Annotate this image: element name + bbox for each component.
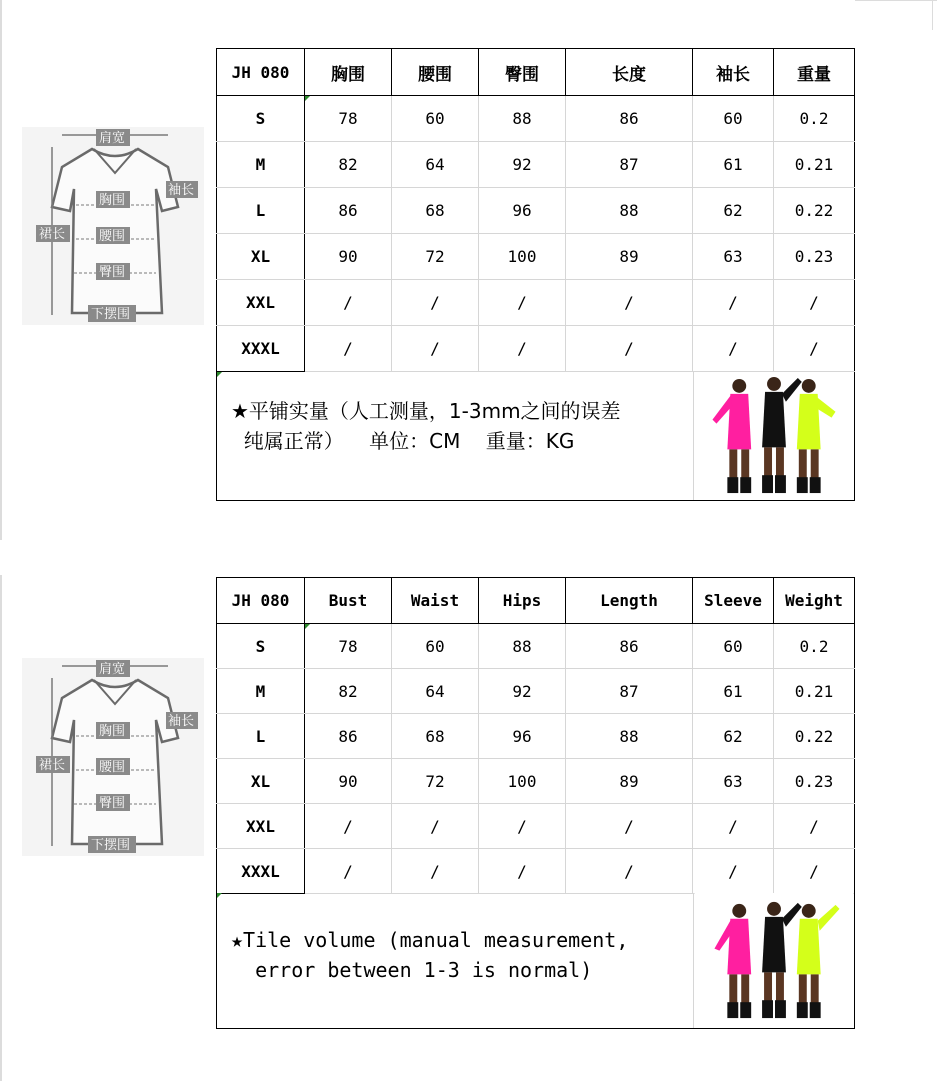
header-sleeve: Sleeve [693,578,774,624]
cell: / [693,326,774,372]
cell: 60 [392,624,479,669]
cell: 0.2 [774,96,855,142]
header-waist: Waist [392,578,479,624]
svg-text:胸围: 胸围 [99,193,126,208]
header-hips: 臀围 [479,49,566,96]
header-model: JH 080 [217,49,305,96]
cell: 82 [305,669,392,714]
size-label: XXL [217,280,305,326]
label-sleeve [166,181,198,198]
size-chart-chinese [0,0,937,540]
cell: 90 [305,759,392,804]
garment-diagram [22,658,204,856]
cell: 96 [479,714,566,759]
models-photo-icon [694,893,854,1028]
size-label: M [217,669,305,714]
cell: 86 [566,624,693,669]
size-label: XXXL [217,849,305,894]
cell: / [305,804,392,849]
svg-text:袖长: 袖长 [168,714,195,729]
label-hips [96,794,130,811]
cell: 100 [479,234,566,280]
svg-text:肩宽: 肩宽 [99,131,126,146]
cell: / [774,804,855,849]
cell: / [392,280,479,326]
svg-text:袖长: 袖长 [168,183,195,198]
dress-outline-icon [22,658,204,856]
svg-text:臀围: 臀围 [99,796,126,811]
header-bust: Bust [305,578,392,624]
cell: 64 [392,142,479,188]
cell: / [693,804,774,849]
table-row [217,188,855,234]
cell: / [392,804,479,849]
svg-text:下摆围: 下摆围 [91,307,131,322]
cell: / [479,280,566,326]
cell: 63 [693,759,774,804]
note-line-2: 纯属正常） 单位：CM 重量：KG [231,429,575,453]
cell: / [693,280,774,326]
size-chart-english [0,540,937,1081]
label-dress-length [36,225,70,242]
header-bust: 胸围 [305,49,392,96]
cell: / [392,849,479,894]
header-sleeve: 袖长 [693,49,774,96]
cell: 60 [693,624,774,669]
table-header [217,49,855,96]
header-waist: 腰围 [392,49,479,96]
table-row [217,234,855,280]
cell: 0.21 [774,669,855,714]
header-length: 长度 [566,49,693,96]
svg-text:胸围: 胸围 [99,724,126,739]
svg-text:下摆围: 下摆围 [91,838,131,853]
models-photo-icon [694,372,854,500]
measurement-note [216,372,855,501]
cell: / [479,326,566,372]
cell: 89 [566,234,693,280]
header-weight: Weight [774,578,855,624]
cell: / [479,849,566,894]
size-table [216,48,855,372]
cell: 78 [305,624,392,669]
label-hips [96,263,130,280]
cell: 0.22 [774,714,855,759]
cell: 60 [693,96,774,142]
label-shoulder [96,129,130,146]
table-row [217,326,855,372]
cell: 72 [392,234,479,280]
dress-outline-icon [22,127,204,325]
note-line-1: ★平铺实量（人工测量，1-3mm之间的误差 [231,399,621,423]
table-row [217,669,855,714]
label-bust [96,191,130,208]
cell: 88 [566,188,693,234]
cell: 89 [566,759,693,804]
size-label: S [217,96,305,142]
cell: / [774,849,855,894]
cell: 62 [693,188,774,234]
cell: / [305,326,392,372]
label-hem [88,836,136,853]
size-label: L [217,188,305,234]
cell: 87 [566,669,693,714]
cell: 88 [566,714,693,759]
size-label: XL [217,759,305,804]
cell: 86 [566,96,693,142]
table-header [217,578,855,624]
svg-text:腰围: 腰围 [99,229,126,244]
table-row [217,849,855,894]
cell: 78 [305,96,392,142]
note-line-1: ★Tile volume (manual measurement, [231,928,629,952]
cell: 92 [479,142,566,188]
label-waist [96,227,130,244]
cell: / [566,280,693,326]
label-bust [96,722,130,739]
cell: 64 [392,669,479,714]
cell: 68 [392,188,479,234]
size-label: XL [217,234,305,280]
cell: 0.23 [774,759,855,804]
cell: / [566,804,693,849]
cell: 100 [479,759,566,804]
size-label: M [217,142,305,188]
table-row [217,142,855,188]
size-label: S [217,624,305,669]
cell: 0.22 [774,188,855,234]
cell: / [305,280,392,326]
cell: 86 [305,188,392,234]
svg-text:裙长: 裙长 [39,227,66,242]
product-photo [693,893,854,1028]
table-row [217,804,855,849]
cell: 88 [479,96,566,142]
note-line-2: error between 1-3 is normal) [231,958,593,982]
cell: 72 [392,759,479,804]
cell: 0.2 [774,624,855,669]
table-row [217,624,855,669]
size-label: XXXL [217,326,305,372]
cell: 82 [305,142,392,188]
table-row [217,759,855,804]
cell: 90 [305,234,392,280]
svg-text:肩宽: 肩宽 [99,662,126,677]
cell: 0.21 [774,142,855,188]
table-row [217,714,855,759]
product-photo [693,372,854,500]
cell: 60 [392,96,479,142]
cell: 61 [693,142,774,188]
cell: 61 [693,669,774,714]
cell: 62 [693,714,774,759]
cell: 0.23 [774,234,855,280]
header-weight: 重量 [774,49,855,96]
cell: / [774,326,855,372]
cell: / [566,326,693,372]
label-sleeve [166,712,198,729]
cell: 68 [392,714,479,759]
header-model: JH 080 [217,578,305,624]
size-label: XXL [217,804,305,849]
cell: 87 [566,142,693,188]
cell: / [566,849,693,894]
size-table [216,577,855,894]
svg-text:腰围: 腰围 [99,760,126,775]
cell: / [479,804,566,849]
label-dress-length [36,756,70,773]
garment-diagram [22,127,204,325]
label-waist [96,758,130,775]
cell: / [774,280,855,326]
cell: 63 [693,234,774,280]
size-label: L [217,714,305,759]
cell: 92 [479,669,566,714]
header-length: Length [566,578,693,624]
cell: / [305,849,392,894]
measurement-note [216,893,855,1029]
cell: / [392,326,479,372]
cell: / [693,849,774,894]
svg-text:臀围: 臀围 [99,265,126,280]
cell: 88 [479,624,566,669]
table-row [217,280,855,326]
cell: 96 [479,188,566,234]
cell: 86 [305,714,392,759]
label-hem [88,305,136,322]
table-row [217,96,855,142]
label-shoulder [96,660,130,677]
svg-text:裙长: 裙长 [39,758,66,773]
header-hips: Hips [479,578,566,624]
